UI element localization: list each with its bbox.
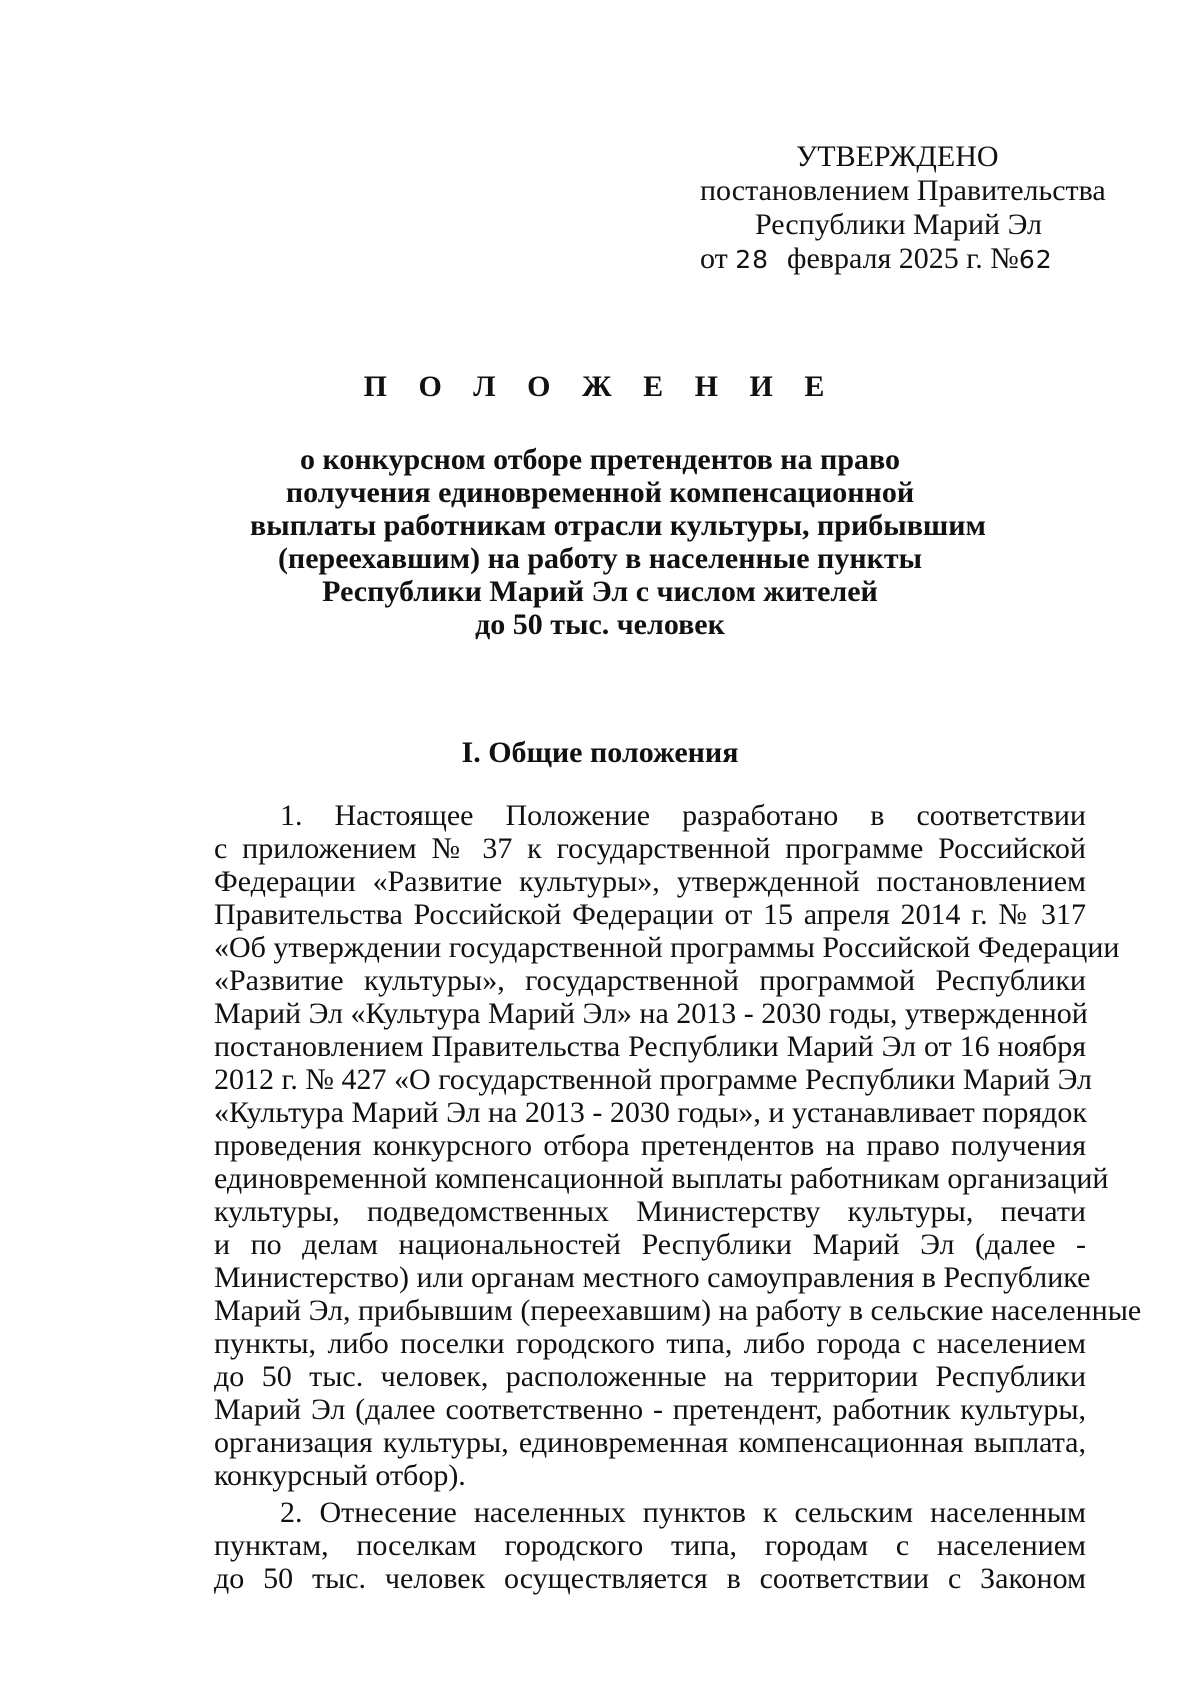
subtitle-line: (переехавшим) на работу в населенные пункты (277, 542, 923, 575)
paragraph-line: «Развитие культуры», государственной программой Республики (214, 964, 1086, 997)
approval-authority: постановлением Правительства (700, 174, 1106, 207)
paragraph-line: Марий Эл, прибывшим (переехавшим) на работу в сельские населенные (214, 1294, 1142, 1327)
document-title: П О Л О Ж Е Н И Е (363, 370, 837, 403)
paragraph-1 (214, 799, 1142, 1492)
approval-date-prefix: от (700, 242, 728, 275)
approval-stamp (700, 140, 1106, 277)
approval-heading: УТВЕРЖДЕНО (796, 140, 999, 173)
paragraph-line: до 50 тыс. человек осуществляется в соответствии с Законом (214, 1562, 1086, 1595)
approval-date-day: 28 (735, 245, 770, 274)
paragraph-line: до 50 тыс. человек, расположенные на территории Республики (214, 1360, 1086, 1393)
paragraph-line: Министерство) или органам местного самоуправления в Республике (214, 1261, 1091, 1294)
approval-number: 62 (1018, 245, 1053, 274)
paragraph-line: проведения конкурсного отбора претендентов на право получения (214, 1129, 1086, 1162)
approval-date-line (700, 242, 1100, 277)
paragraph-line: культуры, подведомственных Министерству культуры, печати (214, 1195, 1086, 1228)
paragraph-line: с приложением № 37 к государственной программе Российской (214, 832, 1086, 865)
paragraph-line: организация культуры, единовременная компенсационная выплата, (214, 1426, 1086, 1459)
paragraph-line: 1. Настоящее Положение разработано в соответствии (280, 799, 1086, 832)
paragraph-line: Марий Эл (далее соответственно - претендент, работник культуры, (214, 1393, 1086, 1426)
subtitle-line: до 50 тыс. человек (475, 608, 725, 641)
subtitle-line: получения единовременной компенсационной (285, 476, 915, 509)
section-heading: I. Общие положения (461, 736, 739, 769)
subtitle-line: выплаты работникам отрасли культуры, прибывшим (250, 509, 986, 542)
approval-date-rest: февраля 2025 г. № (787, 242, 1019, 275)
paragraph-line: единовременной компенсационной выплаты работникам организаций (214, 1162, 1109, 1195)
paragraph-line: и по делам национальностей Республики Марий Эл (далее - (214, 1228, 1086, 1261)
paragraph-line: «Культура Марий Эл на 2013 - 2030 годы», и устанавливает порядок (214, 1096, 1087, 1129)
paragraph-line: постановлением Правительства Республики Марий Эл от 16 ноября (214, 1030, 1086, 1063)
paragraph-2 (214, 1496, 1086, 1595)
paragraph-line: пункты, либо поселки городского типа, либо города с населением (214, 1327, 1086, 1360)
approval-region: Республики Марий Эл (755, 208, 1042, 241)
subtitle-line: о конкурсном отборе претендентов на право (299, 443, 901, 476)
paragraph-line: Марий Эл «Культура Марий Эл» на 2013 - 2030 годы, утвержденной (214, 997, 1088, 1030)
paragraph-line: конкурсный отбор). (214, 1459, 466, 1492)
paragraph-line: «Об утверждении государственной программы Российской Федерации (214, 931, 1120, 964)
paragraph-line: 2. Отнесение населенных пунктов к сельским населенным (280, 1496, 1086, 1529)
paragraph-line: Федерации «Развитие культуры», утвержденной постановлением (214, 865, 1086, 898)
document-subtitle (250, 443, 986, 641)
subtitle-line: Республики Марий Эл с числом жителей (322, 575, 878, 608)
paragraph-line: пунктам, поселкам городского типа, городам с населением (214, 1529, 1086, 1562)
paragraph-line: Правительства Российской Федерации от 15 апреля 2014 г. № 317 (214, 898, 1086, 931)
paragraph-line: 2012 г. № 427 «О государственной программе Республики Марий Эл (214, 1063, 1092, 1096)
